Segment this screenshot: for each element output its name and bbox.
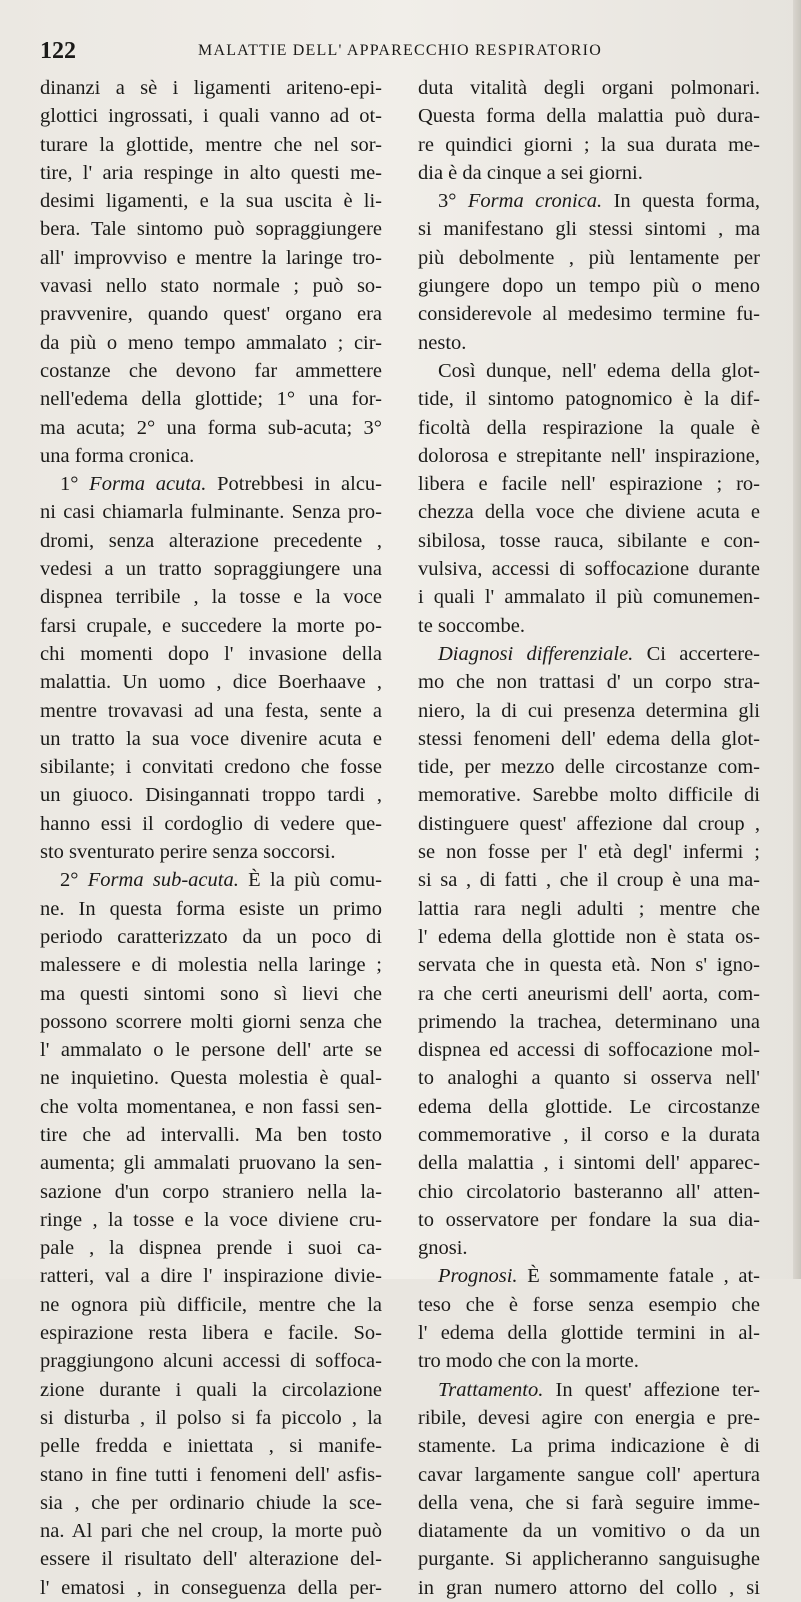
text-line: essere il risultato dell' alterazione del- [40, 1548, 382, 1571]
text-line: servata che in questa età. Non s' igno- [418, 954, 760, 977]
text-line: praggiungono alcuni accessi di soffoca- [40, 1350, 382, 1373]
text-line: ficoltà della respirazione la quale è [418, 416, 760, 439]
text-line: più debolmente , più lentamente per [418, 246, 760, 269]
text-line: distinguere quest' affezione dal croup , [418, 812, 760, 835]
text-line: dolorosa e strepitante nell' inspirazione, [418, 444, 760, 467]
text-line: tire che ad intervalli. Ma ben tosto [40, 1123, 382, 1146]
text-line: ni casi chiamarla fulminante. Senza pro- [40, 501, 382, 524]
text-line: possono scorrere molti giorni senza che [40, 1010, 382, 1033]
text-line: commemorative , il corso e la durata [418, 1123, 760, 1146]
text-line: cavar largamente sangue coll' apertura [418, 1463, 760, 1486]
text-line: Trattamento. In quest' affezione ter- [438, 1378, 760, 1401]
text-line: ne ognora più difficile, mentre che la [40, 1293, 382, 1316]
text-line: zione durante i quali la circolazione [40, 1378, 382, 1401]
text-line: della malattia , i sintomi dell' apparec- [418, 1152, 760, 1175]
left-text-column [40, 74, 382, 1602]
text-line: duta vitalità degli organi polmonari. [418, 77, 760, 99]
text-line: mentre trovavasi ad una festa, sente a [40, 699, 382, 722]
text-line: diatamente da un vomitivo o da un [418, 1520, 760, 1543]
text-line: chio circolatorio basteranno all' atten- [418, 1180, 760, 1203]
text-line: si sa , di fatti , che il croup è una ma- [418, 869, 760, 892]
text-line: Così dunque, nell' edema della glot- [438, 359, 760, 382]
text-line: pelle fredda e iniettata , si manife- [40, 1435, 382, 1458]
running-head: MALATTIE DELL' APPARECCHIO RESPIRATORIO [198, 42, 602, 59]
text-line: sazione d'un corpo straniero nella la- [40, 1180, 382, 1203]
text-line: Questa forma della malattia può dura- [418, 105, 760, 128]
text-line: stessi fenomeni dell' edema della glot- [418, 727, 760, 750]
text-line: dinanzi a sè i ligamenti ariteno-epi- [40, 77, 382, 99]
text-line: dispnea ed accessi di soffocazione mol- [418, 1039, 760, 1062]
text-line: periodo caratterizzato da un poco di [40, 925, 382, 948]
text-line: tire, l' aria respinge in alto questi me- [40, 161, 382, 184]
text-line: mo che non trattasi d' un corpo stra- [418, 671, 760, 694]
text-line: sia , che per ordinario chiude la sce- [40, 1491, 382, 1514]
text-line: considerevole al medesimo termine fu- [418, 303, 760, 326]
text-line: memorative. Sarebbe molto difficile di [418, 784, 760, 807]
text-line: giungere dopo un tempo più o meno [418, 275, 760, 298]
text-line: ribile, devesi agire con energia e pre- [418, 1406, 760, 1429]
text-line: primendo la trachea, determinano una [418, 1010, 760, 1033]
text-line: sto sventurato perire senza soccorsi. [40, 841, 336, 864]
page-number: 122 [40, 38, 76, 64]
text-line: un tratto la sua voce divenire acuta e [40, 727, 382, 750]
text-line: si manifestano gli stessi sintomi , ma [418, 218, 760, 241]
section-heading: Trattamento. [438, 1378, 544, 1401]
text-line: lattia rara negli adulti ; mentre che [418, 897, 760, 920]
text-line: costanze che devono far ammettere [40, 359, 382, 382]
text-line: dromi, senza alterazione precedente , [40, 529, 382, 552]
text-line: chi momenti dopo l' invasione della [40, 642, 382, 665]
section-heading: Prognosi. [438, 1265, 518, 1288]
text-line: dia è da cinque a sei giorni. [418, 161, 643, 184]
text-line: 1° Forma acuta. Potrebbesi in alcu- [60, 473, 382, 496]
text-line: una forma cronica. [40, 444, 195, 467]
text-line: ne inquietino. Questa molestia è qual- [40, 1067, 382, 1090]
text-line: ra che certi aneurismi dell' aorta, com- [418, 982, 760, 1005]
text-line: re quindici giorni ; la sua durata me- [418, 133, 760, 156]
page-header [40, 38, 760, 66]
text-line: pale , la dispnea prende i suoi ca- [40, 1237, 382, 1260]
text-line: stano in fine tutti i fenomeni dell' asfis- [40, 1463, 382, 1486]
text-line: 3° Forma cronica. In questa forma, [438, 190, 761, 213]
text-line: to osservatore per fondare la sua dia- [418, 1208, 760, 1231]
text-line: tide, per mezzo delle circostanze com- [418, 756, 760, 779]
text-line: turare la glottide, mentre che nel sor- [40, 133, 382, 156]
section-heading: Forma sub-acuta. [87, 869, 239, 892]
text-line: bera. Tale sintomo può sopraggiungere [40, 218, 382, 241]
text-line: della vena, che si farà seguire imme- [418, 1491, 760, 1514]
right-text-column [418, 74, 760, 1602]
text-line: da più o meno tempo ammalato ; cir- [40, 331, 382, 354]
text-line: na. Al pari che nel croup, la morte può [40, 1520, 382, 1543]
text-line: glottici ingrossati, i quali vanno ad ot- [40, 105, 382, 128]
text-line: stamente. La prima indicazione è di [418, 1435, 760, 1458]
text-line: espirazione resta libera e facile. So- [40, 1322, 382, 1345]
section-heading: Forma cronica. [467, 190, 603, 213]
text-line: vulsiva, accessi di soffocazione durante [418, 558, 760, 581]
section-heading: Diagnosi differenziale. [438, 642, 634, 665]
text-line: nesto. [418, 331, 467, 354]
text-line: ratteri, val a dire l' inspirazione divie- [40, 1265, 382, 1288]
section-heading: Forma acuta. [89, 473, 207, 496]
text-line: ma questi sintomi sono sì lievi che [40, 982, 382, 1005]
text-line: l' ematosi , in conseguenza della per- [40, 1576, 382, 1599]
text-line: ringe , la tosse e la voce diviene cru- [40, 1208, 382, 1231]
text-line: tro modo che con la morte. [418, 1350, 639, 1373]
text-line: te soccombe. [418, 614, 526, 637]
text-line: malattia. Un uomo , dice Boerhaave , [40, 671, 382, 694]
text-line: si disturba , il polso si fa piccolo , la [40, 1406, 382, 1429]
text-line: libera e facile nell' espirazione ; ro- [418, 473, 760, 496]
text-line: pravvenire, quando quest' organo era [40, 303, 382, 326]
text-line: 2° Forma sub-acuta. È la più comu- [60, 869, 382, 892]
text-line: all' improvviso e mentre la laringe tro- [40, 246, 382, 269]
text-line: l' ammalato o le persone dell' arte se [40, 1039, 382, 1062]
text-line: nell'edema della glottide; 1° una for- [40, 388, 382, 411]
page-edge [793, 0, 801, 1279]
text-line: l' edema della glottide non è stata os- [418, 925, 760, 948]
text-line: in gran numero attorno del collo , si [418, 1576, 760, 1599]
text-line: se non fosse per l' età degl' infermi ; [418, 841, 760, 864]
text-line: desimi ligamenti, e la sua uscita è li- [40, 190, 382, 213]
text-line: vedesi a un tratto sopraggiungere una [40, 558, 382, 581]
text-line: ma acuta; 2° una forma sub-acuta; 3° [40, 416, 382, 439]
text-line: sibilosa, tosse rauca, sibilante e con- [418, 529, 760, 552]
text-line: aumenta; gli ammalati pruovano la sen- [40, 1152, 382, 1175]
text-line: sibilante; i convitati credono che fosse [40, 756, 382, 779]
text-line: to analoghi a quanto si osserva nell' [418, 1067, 760, 1090]
text-line: farsi crupale, e succedere la morte po- [40, 614, 382, 637]
text-line: l' edema della glottide termini in al- [418, 1322, 760, 1345]
text-line: edema della glottide. Le circostanze [418, 1095, 760, 1118]
text-line: vavasi nello stato normale ; può so- [40, 275, 382, 298]
text-line: un giuoco. Disingannati troppo tardi , [40, 784, 382, 807]
text-line: i quali l' ammalato il più comunemen- [418, 586, 760, 609]
text-line: ne. In questa forma esiste un primo [40, 897, 382, 920]
text-line: purgante. Si applicheranno sanguisughe [418, 1548, 760, 1571]
text-line: gnosi. [418, 1237, 468, 1260]
text-line: hanno essi il cordoglio di vedere que- [40, 812, 382, 835]
text-line: Diagnosi differenziale. Ci accertere- [438, 642, 760, 665]
text-line: teso che è forse senza esempio che [418, 1293, 760, 1316]
text-line: Prognosi. È sommamente fatale , at- [438, 1265, 760, 1288]
text-line: niero, la di cui presenza determina gli [418, 699, 760, 722]
text-line: tide, il sintomo patognomico è la dif- [418, 388, 760, 411]
text-line: che volta momentanea, e non fassi sen- [40, 1095, 382, 1118]
text-line: malessere e di molestia nella laringe ; [40, 954, 382, 977]
text-line: dispnea terribile , la tosse e la voce [40, 586, 382, 609]
text-line: chezza della voce che diviene acuta e [418, 501, 760, 524]
